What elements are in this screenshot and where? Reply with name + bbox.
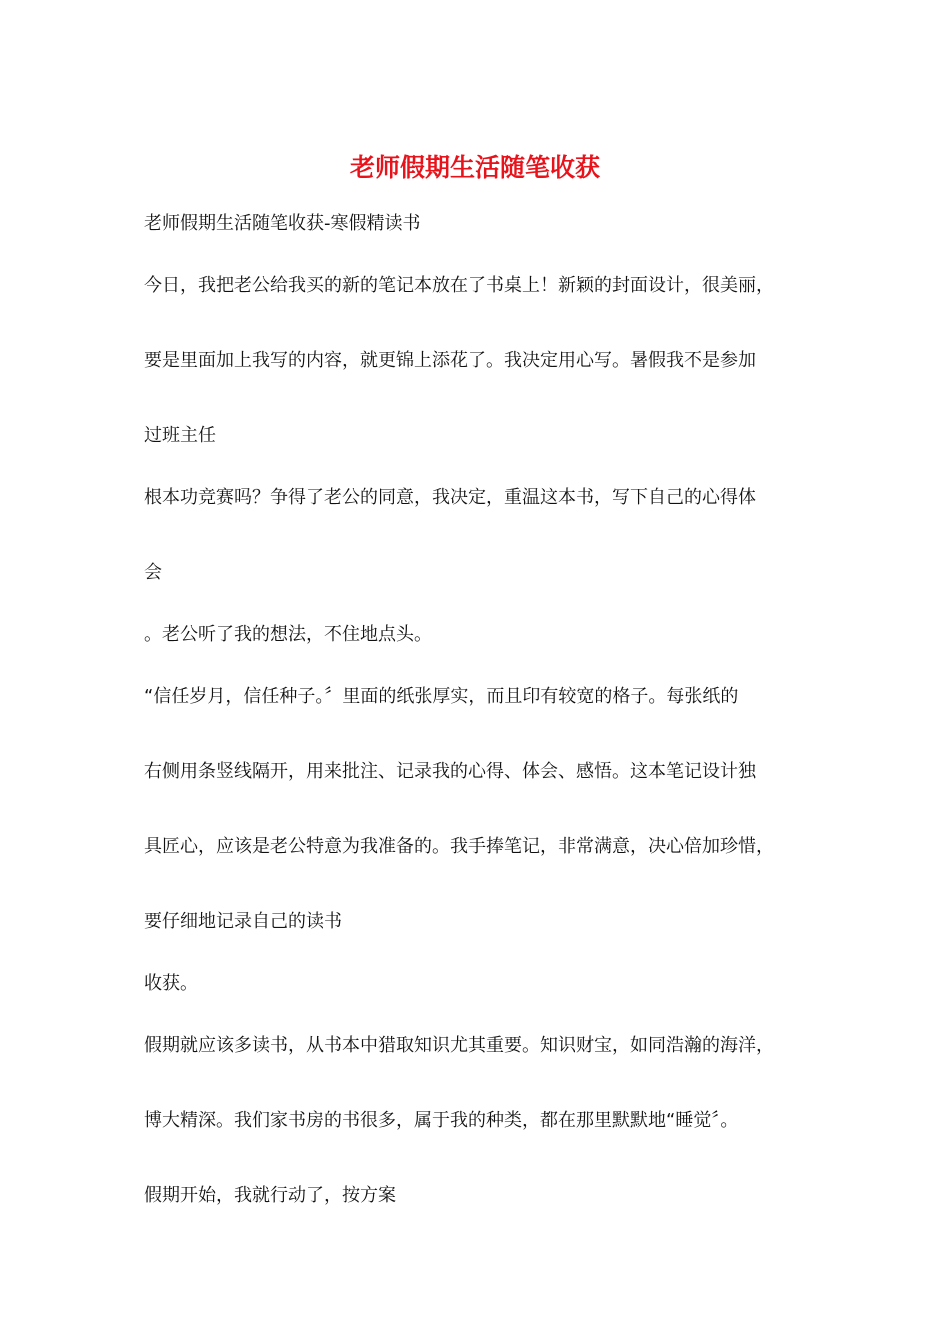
paragraph-line: 过班主任 <box>144 425 216 446</box>
paragraph-line: 根本功竞赛吗？争得了老公的同意，我决定，重温这本书，写下自己的心得体 <box>144 487 756 508</box>
paragraph-line: 今日，我把老公给我买的新的笔记本放在了书桌上！新颖的封面设计，很美丽， <box>144 275 774 296</box>
subtitle-line: 老师假期生活随笔收获-寒假精读书 <box>144 213 421 234</box>
paragraph-line: 假期就应该多读书，从书本中猎取知识尤其重要。知识财宝，如同浩瀚的海洋， <box>144 1035 774 1056</box>
paragraph-line: 会 <box>144 562 162 583</box>
document-title: 老师假期生活随笔收获 <box>349 153 600 182</box>
paragraph-line: 收获。 <box>144 973 198 994</box>
paragraph-line: 具匠心，应该是老公特意为我准备的。我手捧笔记，非常满意，决心倍加珍惜， <box>144 836 774 857</box>
paragraph-line: “信任岁月，信任种子。〞里面的纸张厚实，而且印有较宽的格子。每张纸的 <box>144 686 739 707</box>
paragraph-line: 。老公听了我的想法，不住地点头。 <box>144 624 432 645</box>
paragraph-line: 右侧用条竖线隔开，用来批注、记录我的心得、体会、感悟。这本笔记设计独 <box>144 761 756 782</box>
paragraph-line: 要是里面加上我写的内容，就更锦上添花了。我决定用心写。暑假我不是参加 <box>144 350 756 371</box>
paragraph-line: 博大精深。我们家书房的书很多，属于我的种类，都在那里默默地“睡觉〞。 <box>144 1110 739 1131</box>
paragraph-line: 假期开始，我就行动了，按方案 <box>144 1185 396 1206</box>
paragraph-line: 要仔细地记录自己的读书 <box>144 911 342 932</box>
